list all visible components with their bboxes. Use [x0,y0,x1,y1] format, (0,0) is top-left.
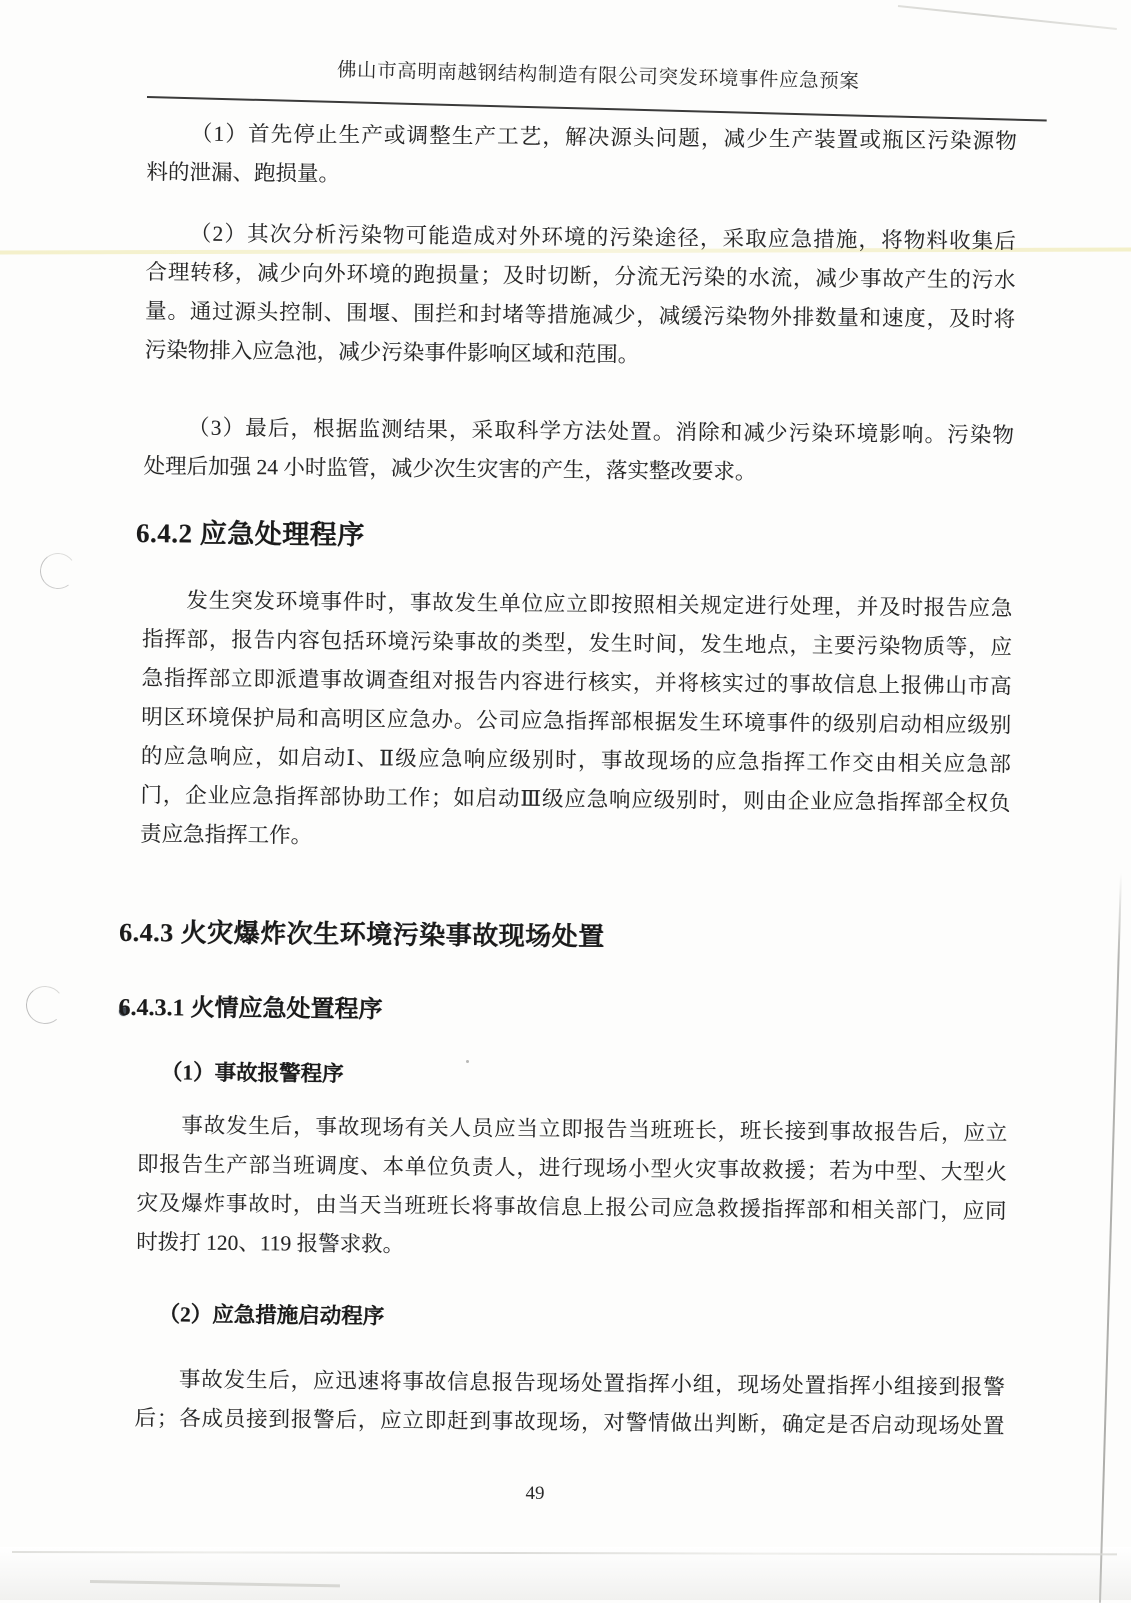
paragraph [143,408,1014,494]
document-body [118,114,1017,1446]
text-line: 量。通过源头控制、围堰、围拦和封堵等措施减少，减缓污染物外排数量和速度，及时将 [144,299,1016,332]
section-heading: （1）事故报警程序 [160,1060,344,1086]
scan-edge-line-right [1099,873,1122,1603]
text-line: 事故发生后，应迅速将事故信息报告现场处置指挥小组，现场处置指挥小组接到报警 [178,1367,1005,1400]
text-line: 明区环境保护局和高明区应急办。公司应急指挥部根据发生环境事件的级别启动相应级别 [141,705,1012,738]
section-heading: （2）应急措施启动程序 [158,1302,385,1329]
text-line: 处理后加强 24 小时监管，减少次生灾害的产生，落实整改要求。 [143,454,757,484]
text-line: 料的泄漏、跑损量。 [146,160,341,186]
section-heading: 6.4.3 火灾爆炸次生环境污染事故现场处置 [119,917,605,952]
text-line: （1）首先停止生产或调整生产工艺，解决源头问题，减少生产装置或瓶区污染源物 [190,121,1017,154]
text-line: 事故发生后，事故现场有关人员应当立即报告当班班长，班长接到事故报告后，应立 [181,1113,1008,1146]
paragraph [146,114,1017,200]
text-line: 门，企业应急指挥部协助工作；如启动Ⅲ级应急响应级别时，则由企业应急指挥部全权负 [140,783,1011,816]
text-line: 的应急响应，如启动Ⅰ、Ⅱ级应急响应级别时，事故现场的应急指挥工作交由相关应急部 [140,744,1011,777]
text-line: 污染物排入应急池，减少污染事件影响区域和范围。 [144,338,640,367]
text-line: 后；各成员接到报警后，应立即赶到事故现场，对警情做出判断，确定是否启动现场处置 [134,1406,1005,1439]
document-header-title: 佛山市高明南越钢结构制造有限公司突发环境事件应急预案 [336,60,860,93]
text-line: 发生突发环境事件时，事故发生单位应立即按照相关规定进行处理，并及时报告应急 [186,588,1013,621]
page-number: 49 [525,1483,545,1504]
section-heading: 6.4.3.1 火情应急处置程序 [118,994,383,1024]
binder-ring-mark-2 [24,984,66,1026]
text-line: （2）其次分析污染物可能造成对外环境的污染途径，采取应急措施，将物料收集后 [189,221,1016,254]
text-line: （3）最后，根据监测结果，采取科学方法处置。消除和减少污染环境影响。污染物 [187,415,1015,448]
paragraph [136,1106,1007,1270]
paragraph [134,1360,1005,1446]
binder-ring-mark-1 [38,551,79,592]
text-line: 灾及爆炸事故时，由当天当班班长将事故信息上报公司应急救援指挥部和相关部门，应同 [136,1191,1007,1224]
text-line: 急指挥部立即派遣事故调查组对报告内容进行核实，并将核实过的事故信息上报佛山市高 [141,666,1012,699]
text-line: 时拨打 120、119 报警求救。 [136,1230,405,1257]
section-heading: 6.4.2 应急处理程序 [135,517,365,551]
text-line: 合理转移，减少向外环境的跑损量；及时切断，分流无污染的水流，减少事故产生的污水 [145,260,1016,293]
text-line: 指挥部，报告内容包括环境污染事故的类型，发生时间，发生地点，主要污染物质等，应 [141,627,1013,660]
paragraph [145,214,1016,378]
text-line: 即报告生产部当班调度、本单位负责人，进行现场小型火灾事故救援；若为中型、大型火 [136,1152,1007,1185]
paragraph [140,581,1013,862]
scan-edge-line-top [898,5,1117,30]
text-line: 责应急指挥工作。 [139,822,313,848]
scan-streak-2 [0,1565,1131,1568]
